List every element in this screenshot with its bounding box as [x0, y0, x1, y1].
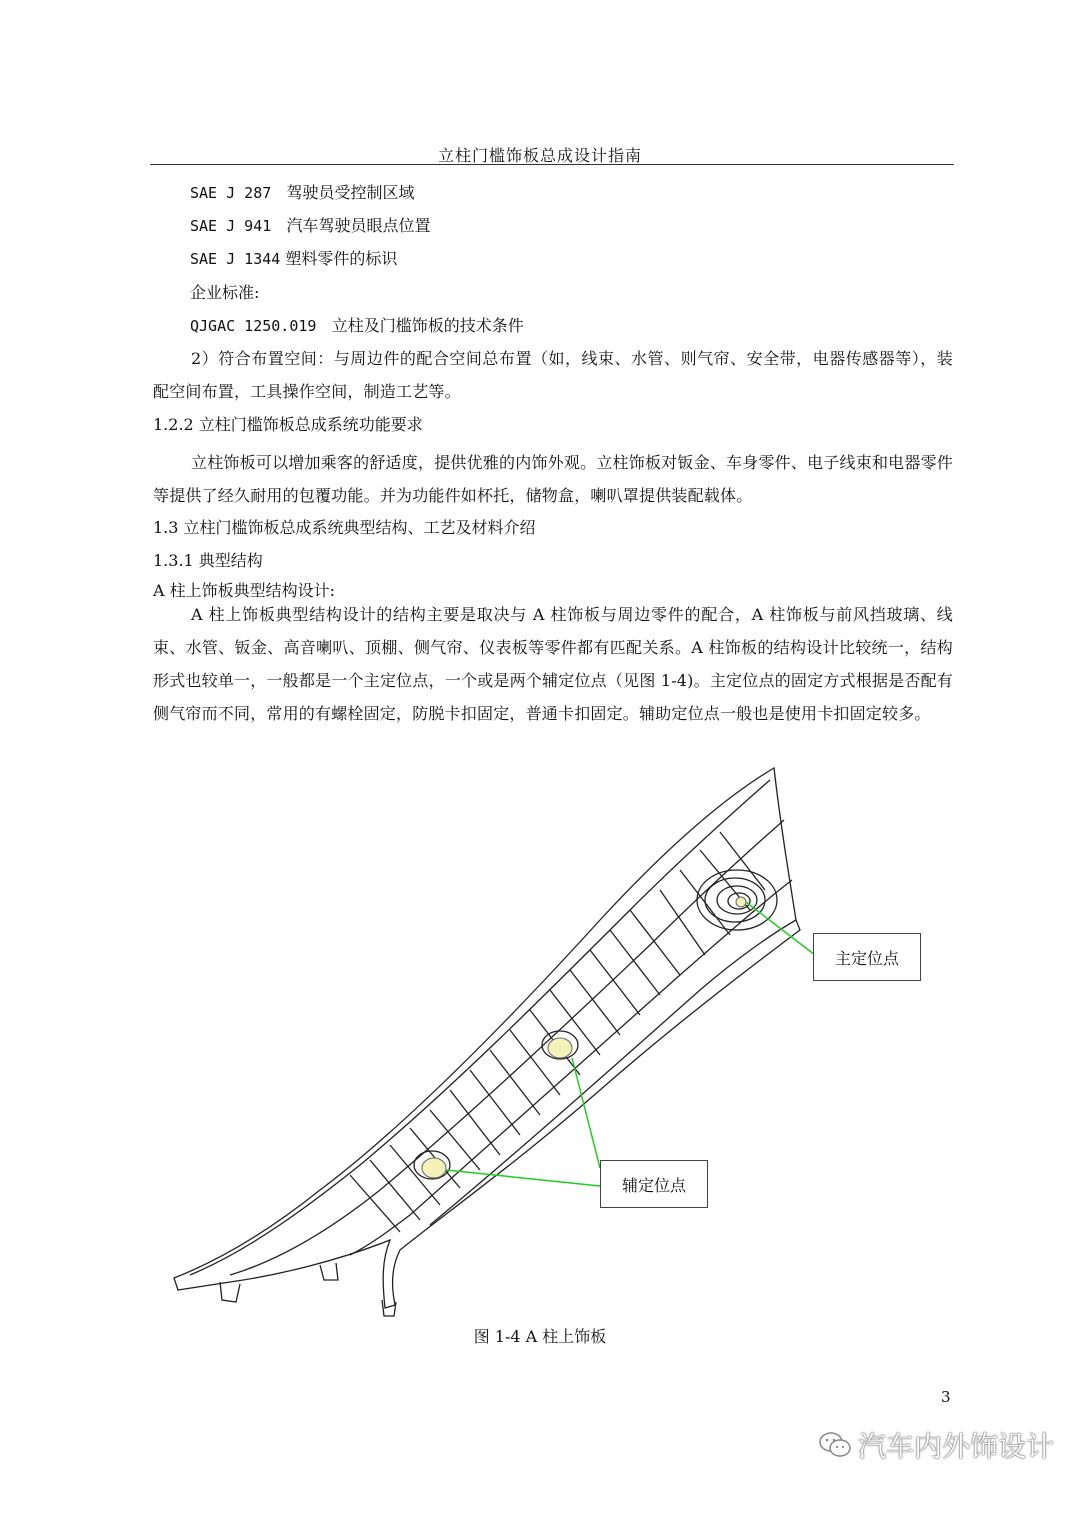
main-point [736, 897, 746, 907]
standard-line-3 [190, 248, 397, 270]
subheading-a-pillar: A 柱上饰板典型结构设计: [153, 581, 336, 600]
paragraph-function: 立柱饰板可以增加乘客的舒适度，提供优雅的内饰外观。立柱饰板对钣金、车身零件、电子线束和电器零件等提供了经久耐用的包覆功能。并为功能件如杯托，储物盒，喇叭罩提供装配载体。 [153, 453, 953, 505]
standard-text: 立柱及门槛饰板的技术条件 [331, 316, 524, 335]
leader-line-aux-2 [446, 1170, 600, 1186]
label-main-locator: 主定位点 [813, 933, 921, 981]
watermark-text: 汽车内外饰设计 [858, 1430, 1055, 1463]
enterprise-standard-label: 企业标准: [190, 283, 260, 302]
enterprise-standard-line [190, 315, 524, 337]
label-aux-locator: 辅定位点 [600, 1160, 708, 1208]
section-heading-1-2-2: 1.2.2 立柱门槛饰板总成系统功能要求 [153, 415, 423, 434]
standard-code: SAE J 941 [190, 217, 272, 235]
locator-points [422, 897, 746, 1178]
paragraph-layout-space: 2）符合布置空间：与周边件的配合空间总布置（如，线束、水管、则气帘、安全带，电器传感器等），装配空间布置，工具操作空间，制造工艺等。 [153, 349, 953, 401]
figure-caption: 图 1-4 A 柱上饰板 [473, 1327, 607, 1346]
header-divider [150, 164, 954, 165]
section-heading-1-3-1: 1.3.1 典型结构 [153, 551, 263, 570]
standard-code: QJGAC 1250.019 [190, 317, 317, 335]
section-heading-1-3: 1.3 立柱门槛饰板总成系统典型结构、工艺及材料介绍 [153, 518, 536, 537]
standard-text: 汽车驾驶员眼点位置 [286, 216, 431, 235]
standard-code: SAE J 1344 [190, 250, 281, 268]
aux-point-1 [548, 1038, 572, 1058]
page-header-title: 立柱门槛饰板总成设计指南 [437, 146, 642, 165]
standard-text: 塑料零件的标识 [285, 249, 398, 268]
standard-line-1 [190, 182, 415, 204]
watermark [818, 1425, 1054, 1465]
aux-point-2 [422, 1158, 446, 1178]
standard-code: SAE J 287 [190, 184, 272, 202]
leader-line-main [746, 902, 815, 955]
page-number: 3 [941, 1388, 951, 1406]
paragraph-a-pillar: A 柱上饰板典型结构设计的结构主要是取决与 A 柱饰板与周边零件的配合，A 柱饰板与前风挡玻璃、线束、水管、钣金、高音喇叭、顶棚、侧气帘、仪表板等零件都有匹配关系。A 柱饰板的结构设计比较统一，结构形式也较单一，一般都是一个主定位点，一个或是两个辅定位点（见图 1-4)。主定位点的固定方式根据是否配有侧气帘而不同，常用的有螺栓固定，防脱卡扣固定，普通卡扣固定。辅助定位点一般也是使用卡扣固定较多。 [153, 605, 953, 723]
a-pillar-drawing [160, 760, 960, 1320]
standard-line-2 [190, 215, 431, 237]
standard-text: 驾驶员受控制区域 [286, 183, 415, 202]
wechat-icon [818, 1430, 852, 1460]
a-pillar-figure [160, 760, 960, 1320]
leader-line-aux-1 [572, 1058, 600, 1168]
